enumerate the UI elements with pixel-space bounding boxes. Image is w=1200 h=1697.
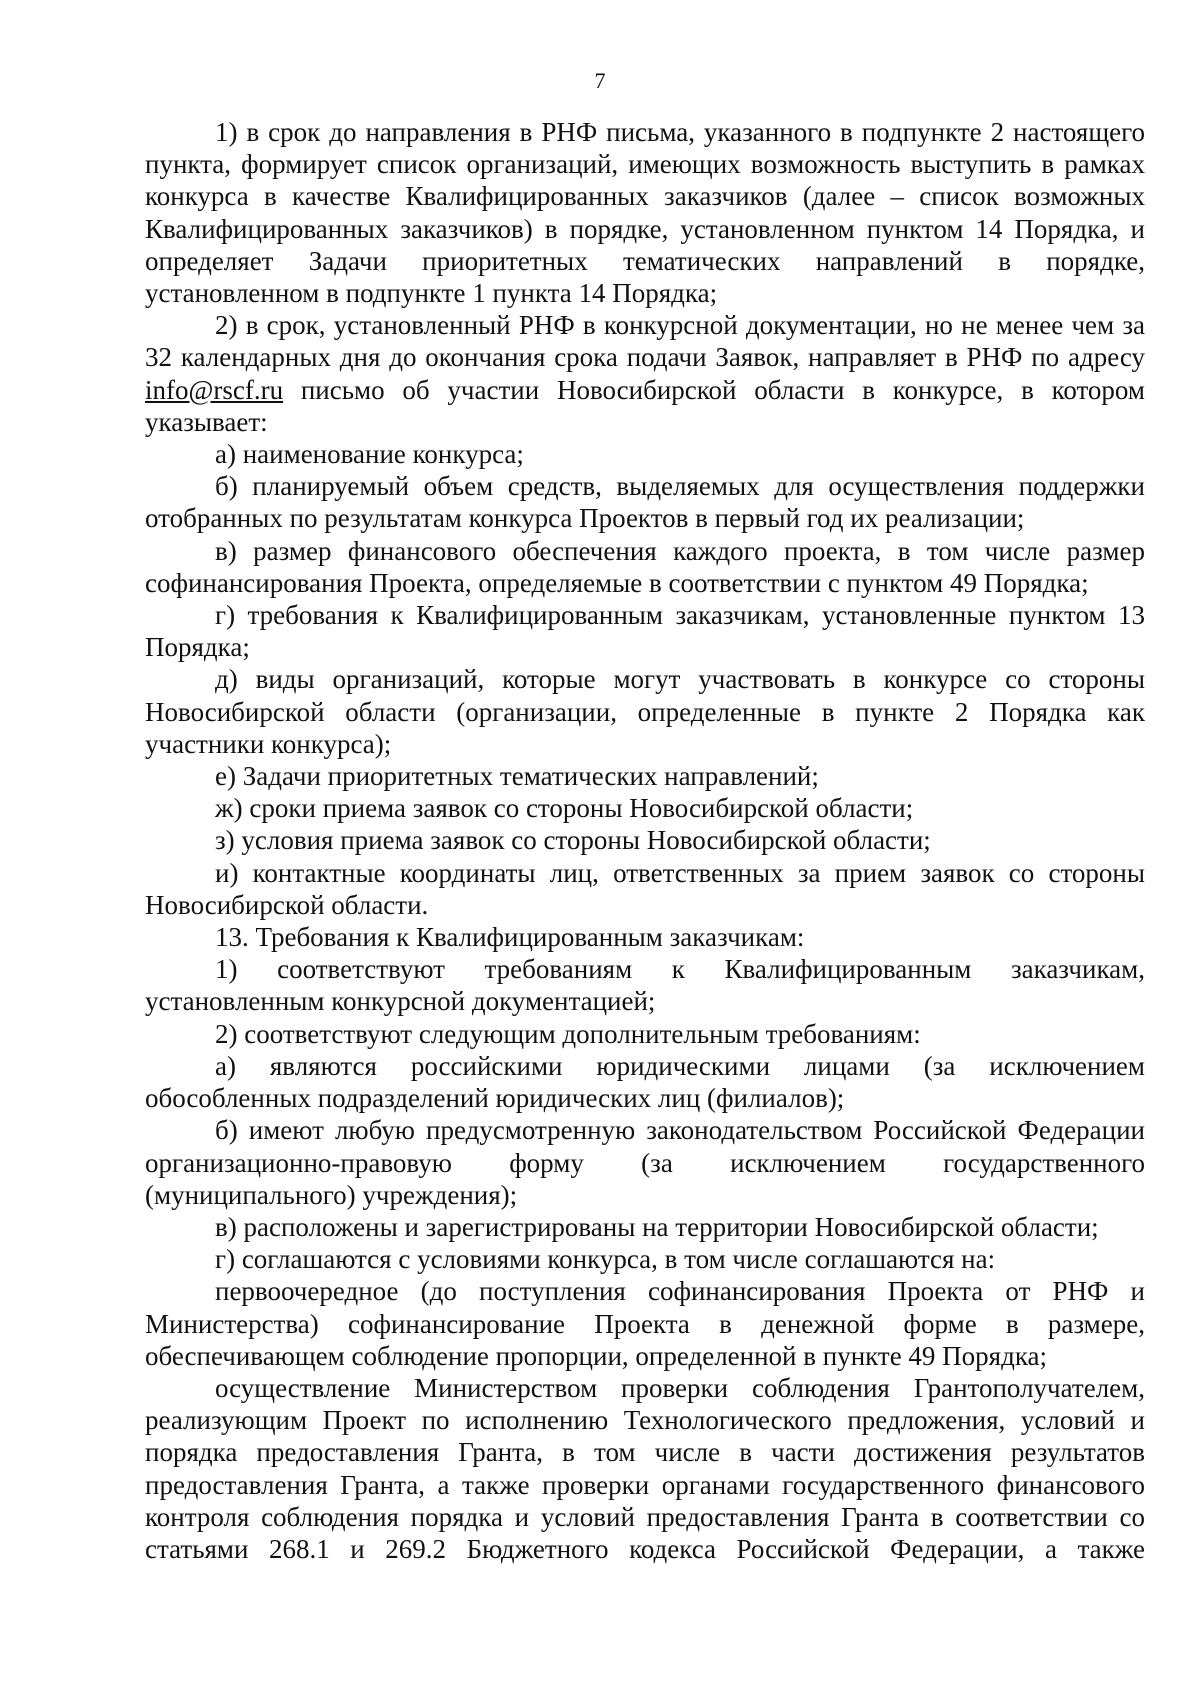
- paragraph-6: г) требования к Квалифицированным заказчикам, установленные пунктом 13 Порядка;: [145, 600, 1145, 663]
- paragraph-16: б) имеют любую предусмотренную законодательством Российской Федерации организационно-правовую форму (за исключением государственного (муниципального) учреждения);: [145, 1115, 1145, 1210]
- paragraph-5: в) размер финансового обеспечения каждого проекта, в том числе размер софинансирования Проекта, определяемые в соответствии с пунктом 49 Порядка;: [145, 535, 1145, 598]
- paragraph-9: ж) сроки приема заявок со стороны Новосибирской области;: [215, 793, 914, 824]
- paragraph-15: а) являются российскими юридическими лицами (за исключением обособленных подразделений юридических лиц (филиалов);: [145, 1050, 1145, 1114]
- paragraph-3: а) наименование конкурса;: [215, 439, 524, 470]
- email-link[interactable]: info@rscf.ru: [145, 374, 284, 405]
- paragraph-4: б) планируемый объем средств, выделяемых для осуществления поддержки отобранных по результатам конкурса Проектов в первый год их реализации;: [145, 471, 1145, 534]
- document-body: [145, 116, 1145, 1565]
- page-number: 7: [594, 68, 606, 93]
- paragraph-11: и) контактные координаты лиц, ответственных за прием заявок со стороны Новосибирской области.: [145, 857, 1145, 920]
- paragraph-2-text-before: 2) в срок, установленный РНФ в конкурсной документации, но не менее чем за 32 календарных дня до окончания срока подачи Заявок, направляет в РНФ по адресу: [145, 310, 1145, 373]
- paragraph-8: е) Задачи приоритетных тематических направлений;: [215, 761, 819, 792]
- paragraph-17: в) расположены и зарегистрированы на территории Новосибирской области;: [215, 1211, 1099, 1242]
- paragraph-1: 1) в срок до направления в РНФ письма, указанного в подпункте 2 настоящего пункта, формирует список организаций, имеющих возможность выступить в рамках конкурса в качестве Квалифицированных заказчиков (далее – список возможных Квалифицированных заказчиков) в порядке, установленном пунктом 14 Порядка, и определяет Задачи приоритетных тематических направлений в порядке, установленном в подпункте 1 пункта 14 Порядка;: [145, 117, 1145, 309]
- paragraph-14: 2) соответствуют следующим дополнительным требованиям:: [215, 1018, 921, 1049]
- paragraph-7: д) виды организаций, которые могут участвовать в конкурсе со стороны Новосибирской области (организации, определенные в пункте 2 Порядка как участники конкурса);: [145, 664, 1145, 759]
- paragraph-2-text-after: письмо об участии Новосибирской области в конкурсе, в котором указывает:: [145, 374, 1145, 437]
- paragraph-12: 13. Требования к Квалифицированным заказчикам:: [215, 922, 805, 953]
- paragraph-19: первоочередное (до поступления софинансирования Проекта от РНФ и Министерства) софинансирование Проекта в денежной форме в размере, обеспечивающем соблюдение пропорции, определенной в пункте 49 Порядка;: [145, 1276, 1145, 1371]
- paragraph-13: 1) соответствуют требованиям к Квалифицированным заказчикам, установленным конкурсной документацией;: [145, 954, 1145, 1017]
- paragraph-2: [145, 309, 1145, 438]
- paragraph-18: г) соглашаются с условиями конкурса, в том числе соглашаются на:: [215, 1244, 996, 1275]
- paragraph-10: з) условия приема заявок со стороны Новосибирской области;: [215, 825, 931, 856]
- paragraph-20: осуществление Министерством проверки соблюдения Грантополучателем, реализующим Проект по исполнению Технологического предложения, условий и порядка предоставления Гранта, в том числе в части достижения результатов предоставления Гранта, а также проверки органами государственного финансового контроля соблюдения порядка и условий предоставления Гранта в соответствии со статьями 268.1 и 269.2 Бюджетного кодекса Российской Федерации, а также: [145, 1372, 1145, 1564]
